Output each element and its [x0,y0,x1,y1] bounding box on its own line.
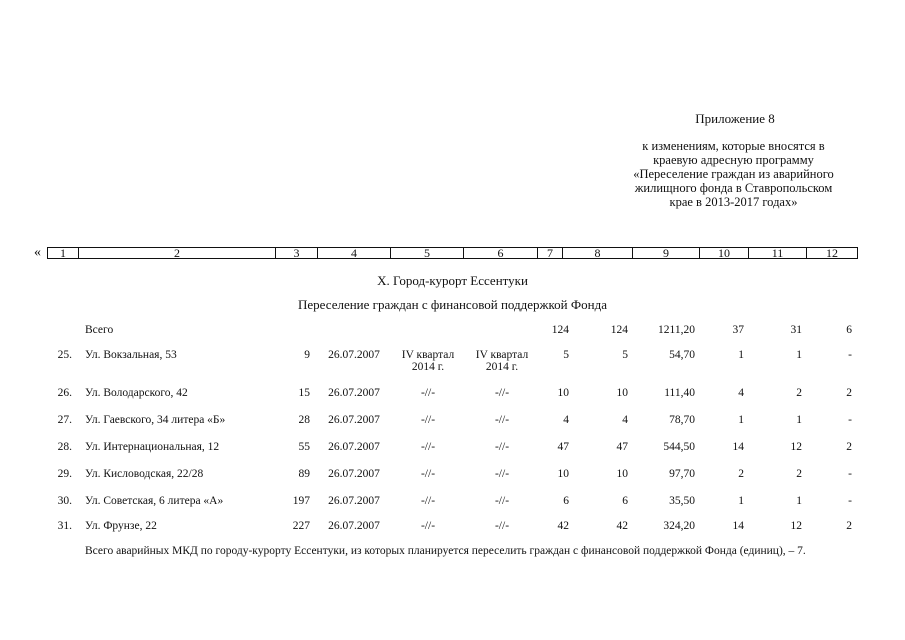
header-col: 9 [633,248,700,258]
table-row [0,520,905,546]
row-cell: 197 [292,495,310,507]
table-row [0,349,905,375]
column-number-header [47,247,858,259]
row-number: 25. [57,349,72,361]
header-col: 8 [563,248,633,258]
total-cell: 124 [551,324,569,336]
row-cell: 26.07.2007 [328,495,380,507]
total-cell: 37 [732,324,744,336]
row-cell: 10 [616,468,628,480]
header-col: 7 [538,248,563,258]
row-cell: 6 [622,495,628,507]
appendix-line: крае в 2013-2017 годах» [669,195,798,209]
row-number: 26. [57,387,72,399]
row-cell: -//- [494,520,510,532]
header-col: 12 [826,246,838,260]
row-cell: 15 [298,387,310,399]
row-cell: 10 [557,468,569,480]
row-cell: 4 [563,414,569,426]
table-row [0,414,905,440]
row-cell: 54,70 [669,349,695,361]
row-cell: -//- [420,387,436,399]
row-number: 30. [57,495,72,507]
row-cell: 1 [796,414,802,426]
header-col: 11 [749,248,807,258]
header-col: 3 [276,248,318,258]
row-cell: 544,50 [663,441,695,453]
row-cell: 78,70 [669,414,695,426]
row-address: Ул. Фрунзе, 22 [85,520,157,532]
row-cell: 1 [738,349,744,361]
table-row [0,468,905,494]
row-address: Ул. Советская, 6 литера «А» [85,495,224,507]
row-cell: 89 [298,468,310,480]
row-cell: -//- [494,468,510,480]
sub-title: Переселение граждан с финансовой поддержкой Фонда [298,297,607,312]
row-cell: 14 [732,441,744,453]
row-cell: 111,40 [664,387,695,399]
row-cell: 2 [796,468,802,480]
row-cell: 26.07.2007 [328,468,380,480]
row-number: 29. [57,468,72,480]
row-cell: 35,50 [669,495,695,507]
header-col: 10 [700,248,749,258]
row-address: Ул. Гаевского, 34 литера «Б» [85,414,226,426]
row-address: Ул. Вокзальная, 53 [85,349,177,361]
row-cell: 14 [732,520,744,532]
row-cell: 28 [298,414,310,426]
table-row [0,387,905,413]
row-cell: -//- [494,414,510,426]
row-cell: 1 [738,495,744,507]
row-cell: -//- [420,468,436,480]
appendix-line: жилищного фонда в Ставропольском [634,181,833,195]
row-cell: -//- [420,520,436,532]
section-title: X. Город-курорт Ессентуки [377,273,528,288]
row-cell: 5 [622,349,628,361]
total-label: Всего [85,324,114,336]
row-cell: 4 [622,414,628,426]
row-cell: -//- [420,414,436,426]
total-cell: 31 [790,324,802,336]
cell-line: 2014 г. [411,361,445,373]
row-cell: 26.07.2007 [328,387,380,399]
row-cell: - [848,349,852,361]
row-cell: 4 [738,387,744,399]
cell-line: IV квартал [401,349,455,361]
appendix-line: «Переселение граждан из аварийного [633,167,834,181]
row-cell: 10 [616,387,628,399]
row-cell: 1 [796,495,802,507]
row-cell: 97,70 [669,468,695,480]
row-cell: 1 [738,414,744,426]
row-cell: 2 [738,468,744,480]
opening-quote: « [34,245,41,260]
header-col: 2 [79,248,276,258]
row-cell: 2 [846,520,852,532]
row-cell: -//- [494,495,510,507]
cell-line: IV квартал [475,349,529,361]
row-cell: 26.07.2007 [328,441,380,453]
total-cell: 6 [846,324,852,336]
row-number: 31. [57,520,72,532]
row-cell: 2 [846,441,852,453]
row-cell: 10 [557,387,569,399]
total-row [0,324,905,350]
total-cell: 124 [610,324,628,336]
row-cell: 5 [563,349,569,361]
row-cell: 6 [563,495,569,507]
appendix-description [606,139,861,209]
header-col: 6 [464,248,538,258]
row-cell: - [848,468,852,480]
table-row [0,495,905,521]
header-col: 4 [318,248,391,258]
row-cell: -//- [494,387,510,399]
total-cell: 1211,20 [658,324,695,336]
row-cell: -//- [420,441,436,453]
appendix-title: Приложение 8 [695,111,775,126]
cell-line: 2014 г. [485,361,519,373]
row-number: 27. [57,414,72,426]
row-cell: 55 [298,441,310,453]
table-row [0,441,905,467]
row-number: 28. [57,441,72,453]
row-address: Ул. Кисловодская, 22/28 [85,468,204,480]
row-cell: -//- [494,441,510,453]
row-cell: 26.07.2007 [328,414,380,426]
row-cell: 12 [790,520,802,532]
row-cell [392,349,464,373]
row-cell: 9 [304,349,310,361]
footnote: Всего аварийных МКД по городу-курорту Ессентуки, из которых планируется переселить граждан с финансовой поддержкой Фонда (единиц), – 7. [85,545,806,557]
row-cell: 42 [616,520,628,532]
row-cell: - [848,414,852,426]
header-col: 5 [391,248,464,258]
row-cell: - [848,495,852,507]
appendix-line: краевую адресную программу [653,153,814,167]
row-cell: -//- [420,495,436,507]
row-cell: 227 [292,520,310,532]
header-col: 1 [48,248,79,258]
row-cell: 47 [616,441,628,453]
row-cell: 324,20 [663,520,695,532]
row-cell: 1 [796,349,802,361]
row-cell [466,349,538,373]
row-cell: 26.07.2007 [328,520,380,532]
row-cell: 12 [790,441,802,453]
row-cell: 42 [557,520,569,532]
row-cell: 47 [557,441,569,453]
row-address: Ул. Интернациональная, 12 [85,441,220,453]
row-cell: 2 [846,387,852,399]
appendix-line: к изменениям, которые вносятся в [642,139,825,153]
row-cell: 2 [796,387,802,399]
row-cell: 26.07.2007 [328,349,380,361]
row-address: Ул. Володарского, 42 [85,387,188,399]
